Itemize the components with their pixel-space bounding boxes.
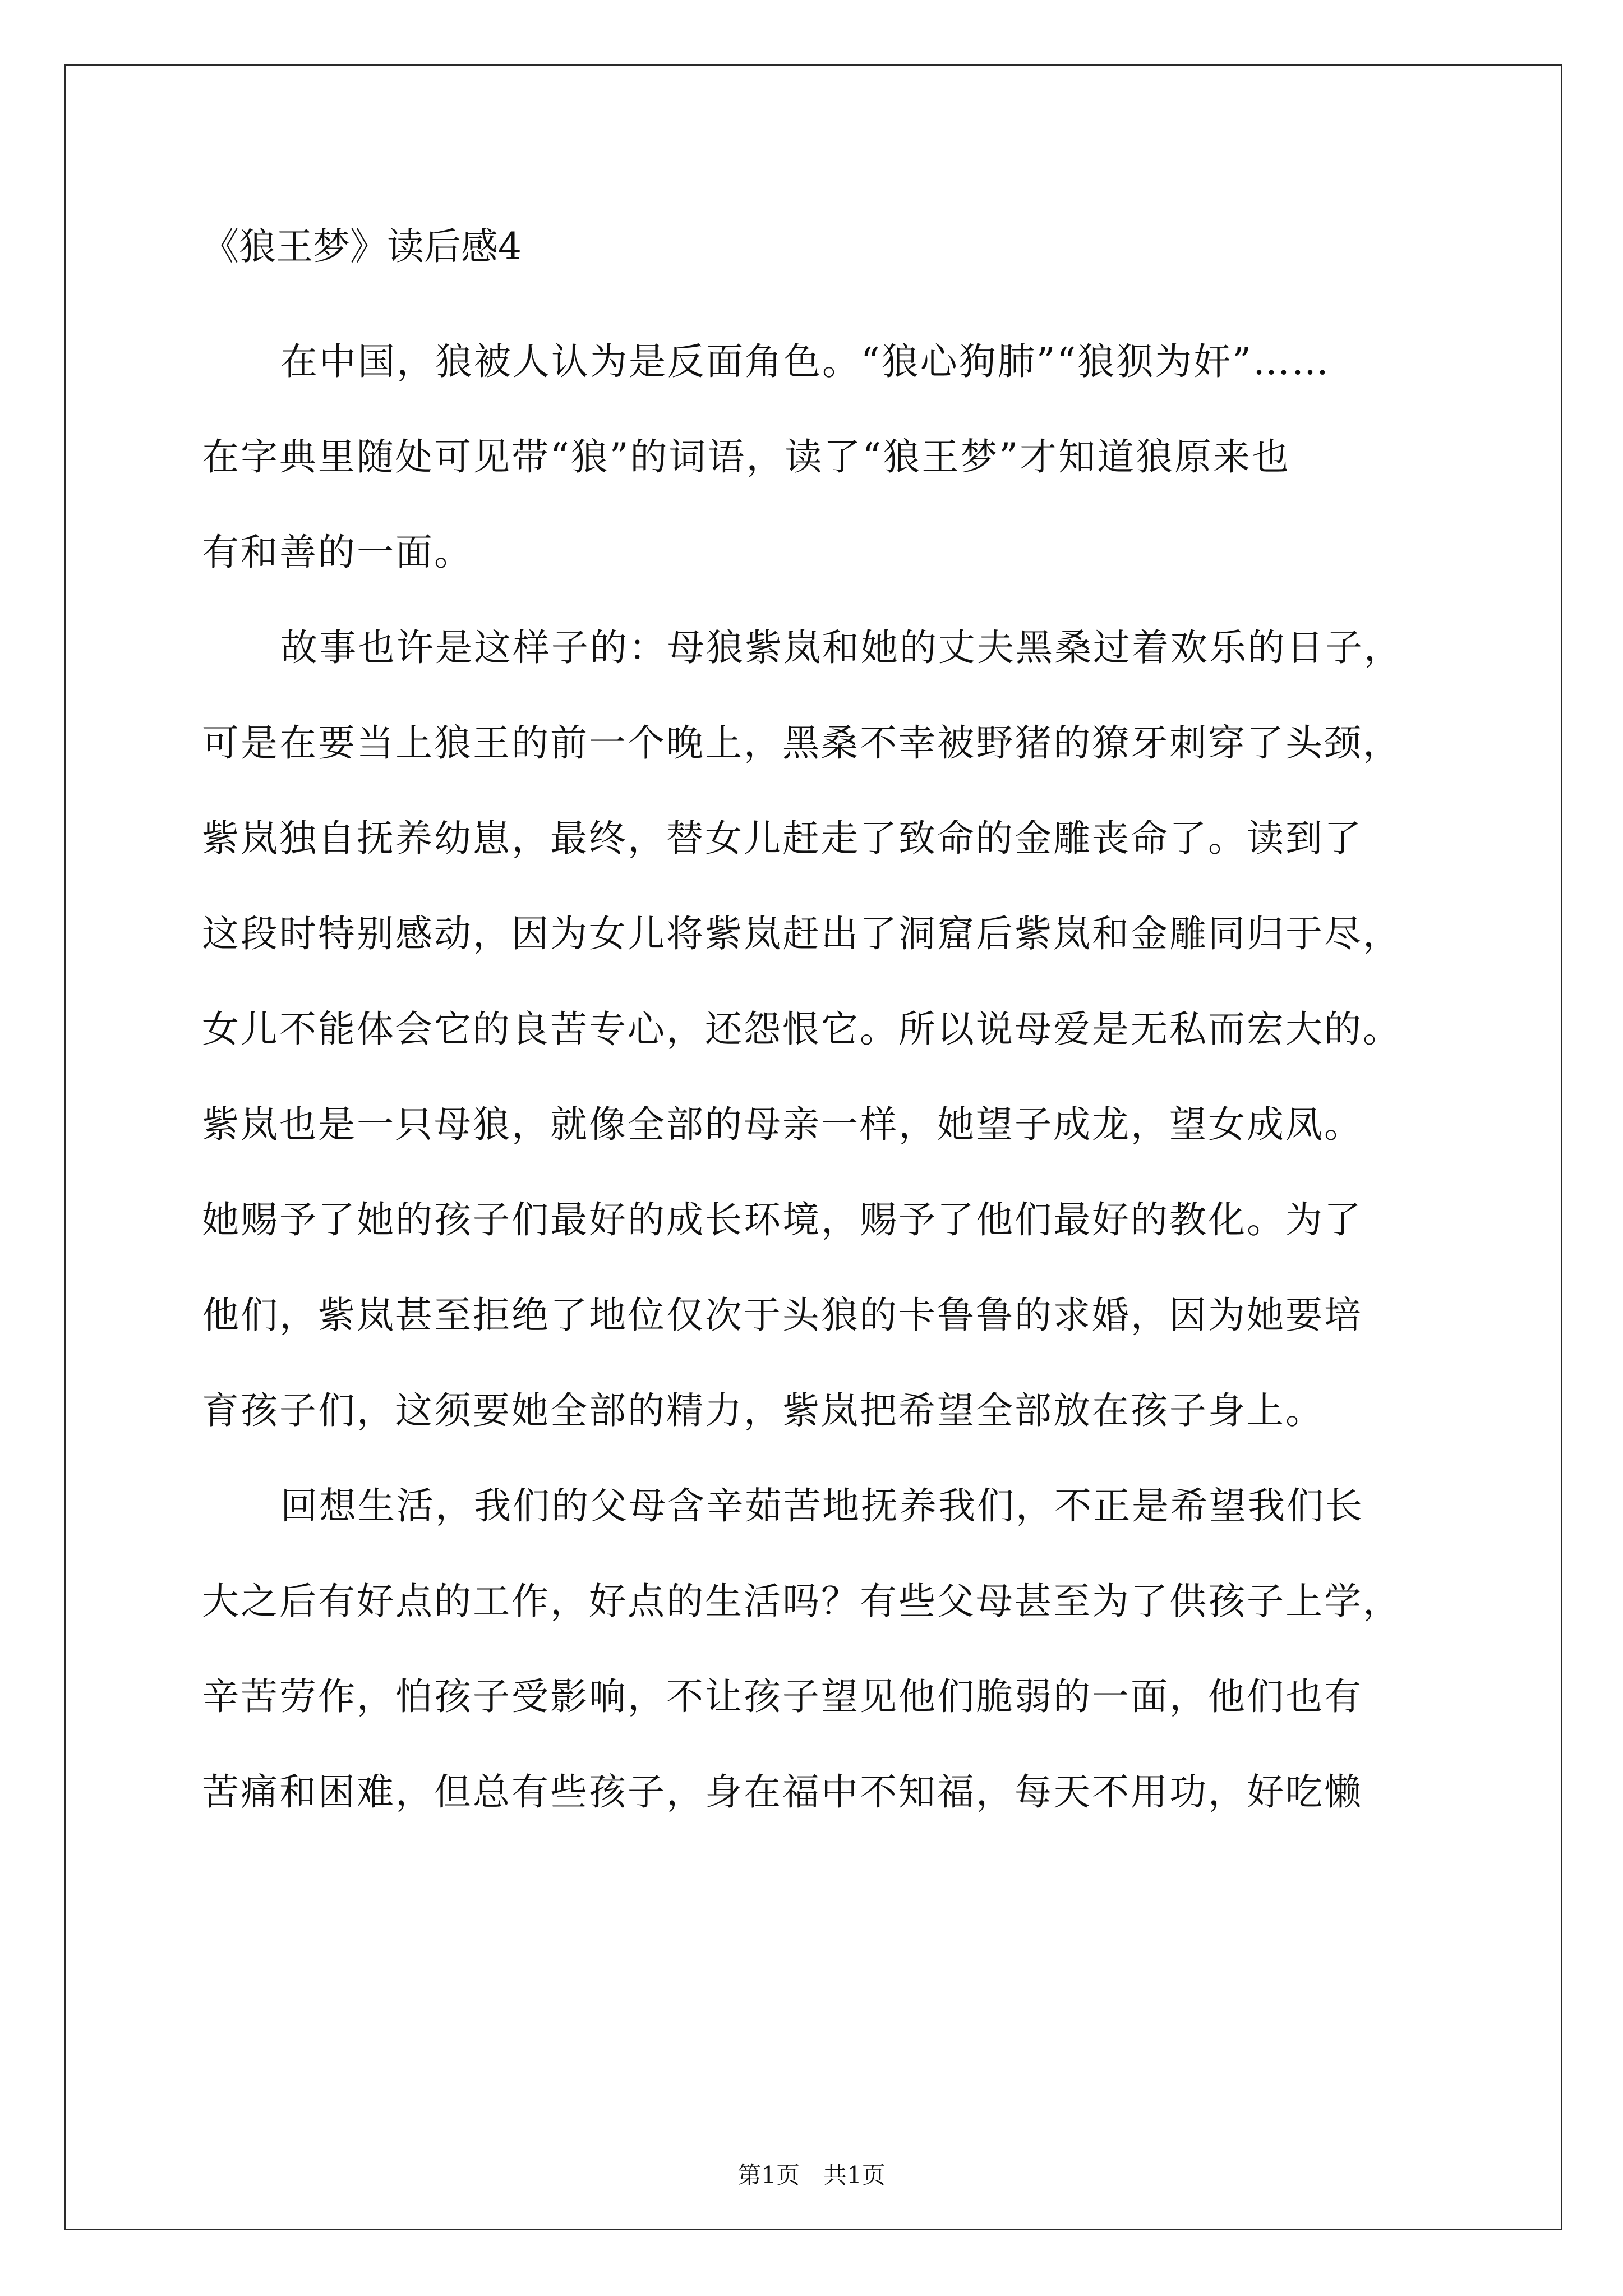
paragraph-2-line-5: 女儿不能体会它的良苦专心，还怨恨它。所以说母爱是无私而宏大的。: [202, 1007, 1401, 1051]
page-number-footer: 第1页 共1页: [737, 2161, 886, 2189]
paragraph-3-line-2: 大之后有好点的工作，好点的生活吗？有些父母甚至为了供孩子上学，: [202, 1580, 1401, 1623]
paragraph-2-line-8: 他们，紫岚甚至拒绝了地位仅次于头狼的卡鲁鲁的求婚，因为她要培: [202, 1294, 1363, 1337]
paragraph-3-line-3: 辛苦劳作，怕孩子受影响，不让孩子望见他们脆弱的一面，他们也有: [202, 1675, 1363, 1718]
paragraph-2-line-6: 紫岚也是一只母狼，就像全部的母亲一样，她望子成龙，望女成凤。: [202, 1103, 1363, 1146]
paragraph-2-line-7: 她赐予了她的孩子们最好的成长环境，赐予了他们最好的教化。为了: [202, 1198, 1363, 1241]
paragraph-1-line-1: 在中国，狼被人认为是反面角色。“狼心狗肺”“狼狈为奸”……: [280, 340, 1330, 383]
paragraph-2-line-9: 育孩子们，这须要她全部的精力，紫岚把希望全部放在孩子身上。: [202, 1389, 1324, 1432]
paragraph-2-line-4: 这段时特别感动，因为女儿将紫岚赶出了洞窟后紫岚和金雕同归于尽，: [202, 912, 1401, 955]
paragraph-1-line-2: 在字典里随处可见带“狼”的词语，读了“狼王梦”才知道狼原来也: [202, 435, 1290, 478]
paragraph-3-line-1: 回想生活，我们的父母含辛茹苦地抚养我们，不正是希望我们长: [280, 1484, 1364, 1527]
document-title: 《狼王梦》读后感4: [202, 225, 522, 268]
paragraph-2-line-3: 紫岚独自抚养幼崽，最终，替女儿赶走了致命的金雕丧命了。读到了: [202, 817, 1363, 860]
paragraph-1-line-3: 有和善的一面。: [202, 531, 473, 574]
paragraph-2-line-1: 故事也许是这样子的：母狼紫岚和她的丈夫黑桑过着欢乐的日子，: [280, 626, 1403, 669]
paragraph-3-line-4: 苦痛和困难，但总有些孩子，身在福中不知福，每天不用功，好吃懒: [202, 1770, 1363, 1814]
paragraph-2-line-2: 可是在要当上狼王的前一个晚上，黑桑不幸被野猪的獠牙刺穿了头颈，: [202, 721, 1401, 765]
